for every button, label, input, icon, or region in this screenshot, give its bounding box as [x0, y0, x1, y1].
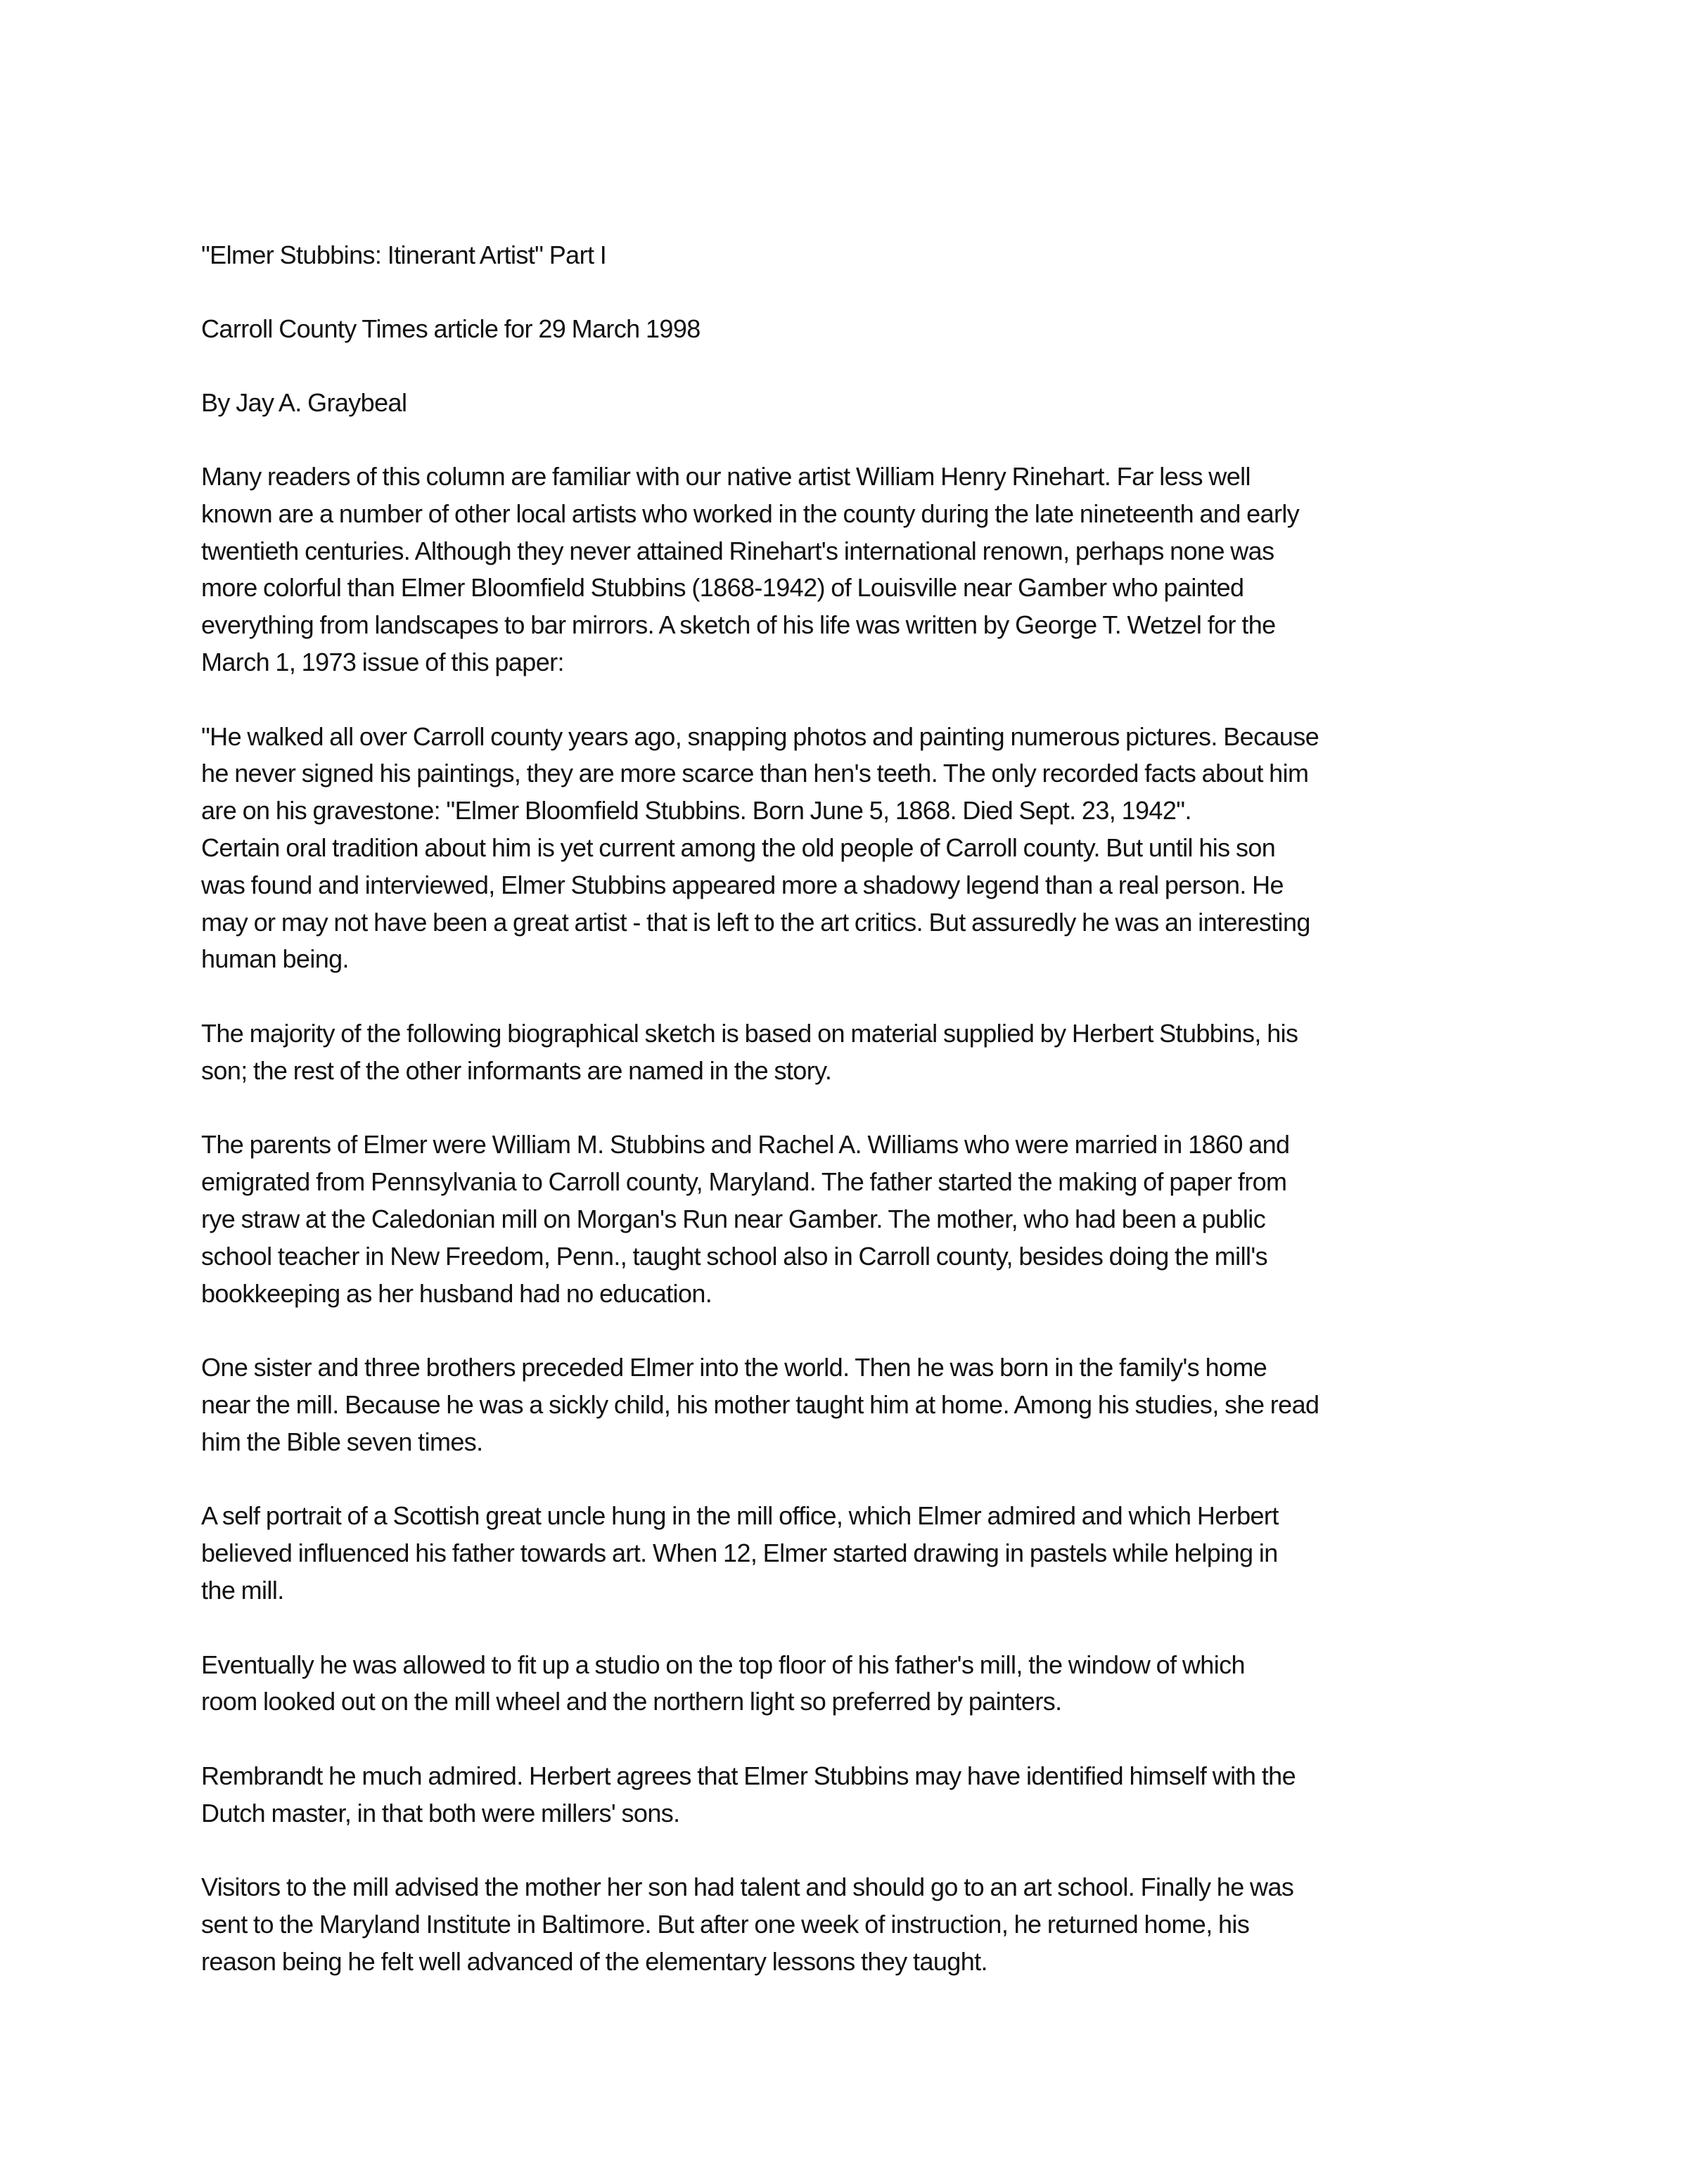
text-line: bookkeeping as her husband had no education.: [201, 1278, 712, 1308]
byline: By Jay A. Graybeal: [201, 388, 407, 417]
text-line: twentieth centuries. Although they never attained Rinehart's international renown, perhaps none was: [201, 536, 1274, 565]
paragraph-parents: [201, 1126, 1523, 1312]
paragraph-self-portrait: [201, 1498, 1523, 1609]
text-line: him the Bible seven times.: [201, 1427, 483, 1456]
text-line: rye straw at the Caledonian mill on Morgan's Run near Gamber. The mother, who had been a public: [201, 1204, 1266, 1233]
text-line: "He walked all over Carroll county years ago, snapping photos and painting numerous pictures. Because: [201, 721, 1319, 751]
text-line: known are a number of other local artists who worked in the county during the late nineteenth and early: [201, 499, 1300, 528]
text-line: near the mill. Because he was a sickly child, his mother taught him at home. Among his studies, she read: [201, 1389, 1319, 1419]
text-line: Eventually he was allowed to fit up a studio on the top floor of his father's mill, the window of which: [201, 1650, 1245, 1679]
article-title: "Elmer Stubbins: Itinerant Artist" Part I: [201, 240, 607, 269]
paragraph-wetzel-quote: [201, 719, 1523, 979]
paragraph-intro: [201, 458, 1523, 681]
text-line: human being.: [201, 944, 349, 974]
text-line: Visitors to the mill advised the mother her son had talent and should go to an art school. Finally he was: [201, 1873, 1294, 1902]
spacer: [201, 1312, 1523, 1349]
spacer: [201, 347, 1523, 385]
paragraph-art-school: [201, 1869, 1523, 1980]
text-line: A self portrait of a Scottish great uncle hung in the mill office, which Elmer admired and which Herbert: [201, 1501, 1279, 1531]
text-line: more colorful than Elmer Bloomfield Stubbins (1868-1942) of Louisville near Gamber who painted: [201, 573, 1244, 603]
text-line: he never signed his paintings, they are more scarce than hen's teeth. The only recorded facts about him: [201, 759, 1309, 788]
text-line: emigrated from Pennsylvania to Carroll county, Maryland. The father started the making of paper from: [201, 1167, 1287, 1197]
text-line: Dutch master, in that both were millers' sons.: [201, 1798, 680, 1828]
spacer: [201, 421, 1523, 458]
spacer: [201, 1721, 1523, 1758]
text-line: reason being he felt well advanced of the elementary lessons they taught.: [201, 1946, 987, 1976]
text-line: March 1, 1973 issue of this paper:: [201, 647, 564, 676]
spacer: [201, 1610, 1523, 1647]
text-line: The parents of Elmer were William M. Stubbins and Rachel A. Williams who were married in 1860 and: [201, 1130, 1290, 1160]
spacer: [201, 274, 1523, 311]
spacer: [201, 978, 1523, 1015]
paragraph-rembrandt: [201, 1758, 1523, 1832]
text-line: school teacher in New Freedom, Penn., taught school also in Carroll county, besides doing the mill's: [201, 1241, 1268, 1271]
text-line: son; the rest of the other informants are named in the story.: [201, 1055, 832, 1085]
text-line: Many readers of this column are familiar with our native artist William Henry Rinehart. Far less well: [201, 462, 1251, 491]
text-line: Certain oral tradition about him is yet current among the old people of Carroll county. But until his son: [201, 833, 1276, 862]
spacer: [201, 1090, 1523, 1127]
text-line: are on his gravestone: "Elmer Bloomfield Stubbins. Born June 5, 1868. Died Sept. 23, 1942".: [201, 796, 1191, 826]
publication-line: Carroll County Times article for 29 March 1998: [201, 314, 701, 343]
spacer: [201, 681, 1523, 719]
spacer: [201, 1461, 1523, 1498]
text-line: The majority of the following biographical sketch is based on material supplied by Herbert Stubbins, his: [201, 1018, 1298, 1048]
document-page: [201, 237, 1523, 1981]
text-line: the mill.: [201, 1575, 284, 1605]
text-line: believed influenced his father towards art. When 12, Elmer started drawing in pastels while helping in: [201, 1539, 1278, 1568]
paragraph-siblings: [201, 1349, 1523, 1460]
spacer: [201, 1832, 1523, 1869]
text-line: everything from landscapes to bar mirrors. A sketch of his life was written by George T. Wetzel for the: [201, 610, 1276, 640]
text-line: room looked out on the mill wheel and the northern light so preferred by painters.: [201, 1687, 1062, 1716]
text-line: One sister and three brothers preceded Elmer into the world. Then he was born in the family's home: [201, 1353, 1267, 1382]
text-line: Rembrandt he much admired. Herbert agrees that Elmer Stubbins may have identified himself with the: [201, 1761, 1296, 1790]
text-line: may or may not have been a great artist - that is left to the art critics. But assuredly he was an interesting: [201, 907, 1310, 937]
text-line: was found and interviewed, Elmer Stubbins appeared more a shadowy legend than a real person. He: [201, 870, 1284, 899]
paragraph-studio: [201, 1647, 1523, 1721]
text-line: sent to the Maryland Institute in Baltimore. But after one week of instruction, he returned home, his: [201, 1910, 1250, 1939]
paragraph-sources: [201, 1015, 1523, 1090]
